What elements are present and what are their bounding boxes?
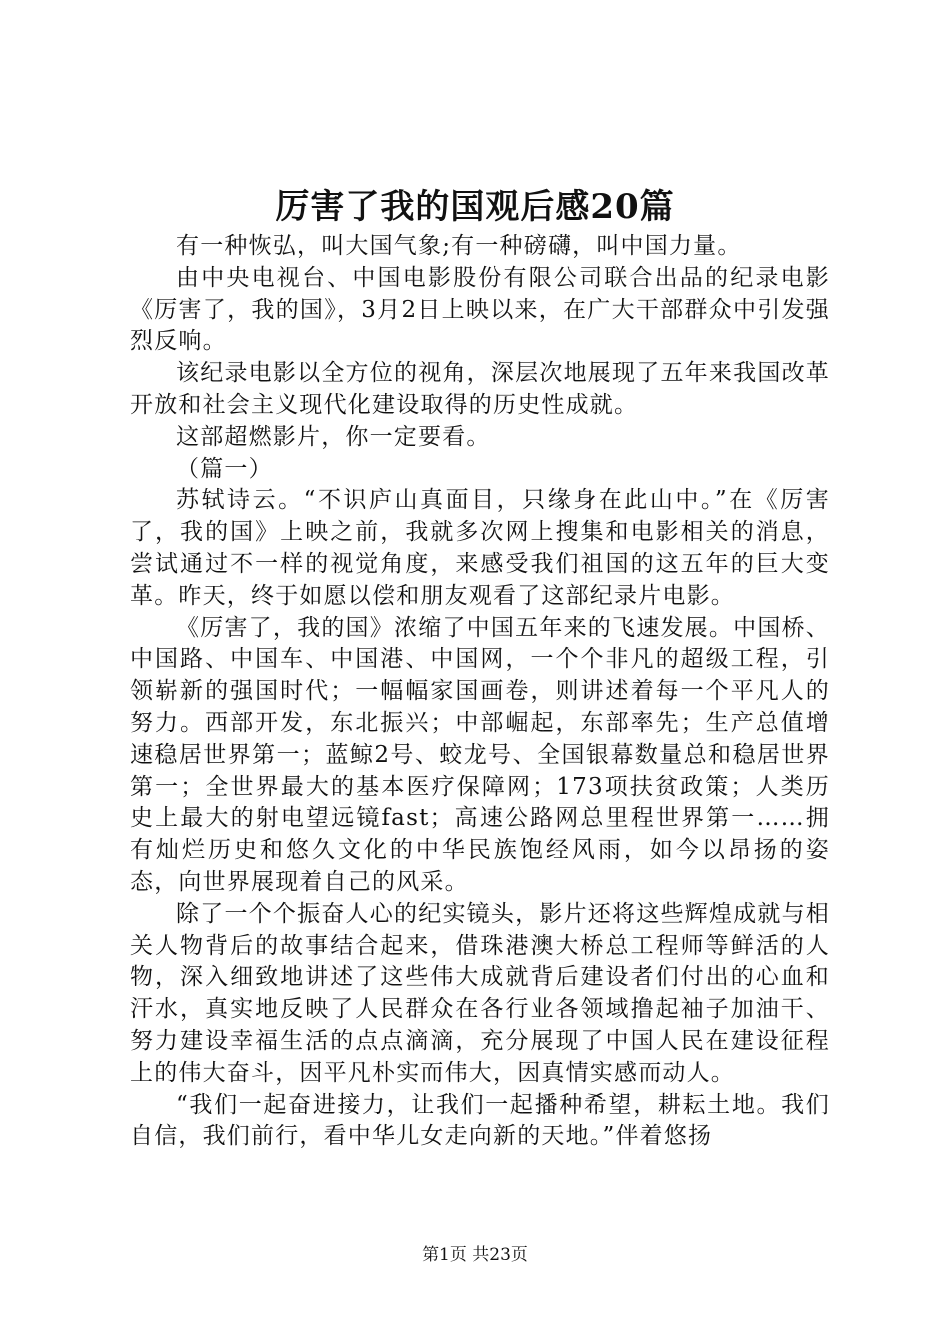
paragraph: 由中央电视台、中国电影股份有限公司联合出品的纪录电影《厉害了，我的国》，3月2日上映以来，在广大干部群众中引发强烈反响。	[130, 264, 830, 355]
paragraph: “我们一起奋进接力，让我们一起播种希望，耕耘土地。我们自信，我们前行，看中华儿女走向新的天地。”伴着悠扬	[130, 1091, 830, 1150]
document-body	[130, 231, 830, 1153]
page-footer: 第1页 共23页	[422, 1245, 528, 1265]
paragraph: 该纪录电影以全方位的视角，深层次地展现了五年来我国改革开放和社会主义现代化建设取得的历史性成就。	[130, 360, 830, 418]
paragraph: 《厉害了，我的国》浓缩了中国五年来的飞速发展。中国桥、中国路、中国车、中国港、中国网，一个个非凡的超级工程，引领崭新的强国时代；一幅幅家国画卷，则讲述着每一个平凡人的努力。西部开发，东北振兴；中部崛起，东部率先；生产总值增速稳居世界第一；蓝鲸2号、蛟龙号、全国银幕数量总和稳居世界第一；全世界最大的基本医疗保障网；173项扶贫政策；人类历史上最大的射电望远镜fast；高速公路网总里程世界第一……拥有灿烂历史和悠久文化的中华民族饱经风雨，如今以昂扬的姿态，向世界展现着自己的风采。	[130, 614, 830, 895]
paragraph: 这部超燃影片，你一定要看。	[176, 423, 491, 450]
document-title: 厉害了我的国观后感20篇	[275, 187, 675, 227]
paragraph: 除了一个个振奋人心的纪实镜头，影片还将这些辉煌成就与相关人物背后的故事结合起来，借珠港澳大桥总工程师等鲜活的人物，深入细致地讲述了这些伟大成就背后建设者们付出的心血和汗水，真实地反映了人民群众在各行业各领域撸起袖子加油干、努力建设幸福生活的点点滴滴，充分展现了中国人民在建设征程上的伟大奋斗，因平凡朴实而伟大，因真情实感而动人。	[130, 900, 830, 1086]
section-heading: （篇一）	[176, 455, 273, 482]
paragraph: 有一种恢弘，叫大国气象;有一种磅礴，叫中国力量。	[176, 233, 742, 259]
paragraph: 苏轼诗云。“不识庐山真面目，只缘身在此山中。”在《厉害了，我的国》上映之前，我就多次网上搜集和电影相关的消息，尝试通过不一样的视觉角度，来感受我们祖国的这五年的巨大变革。昨天，终于如愿以偿和朋友观看了这部纪录片电影。	[130, 487, 830, 609]
